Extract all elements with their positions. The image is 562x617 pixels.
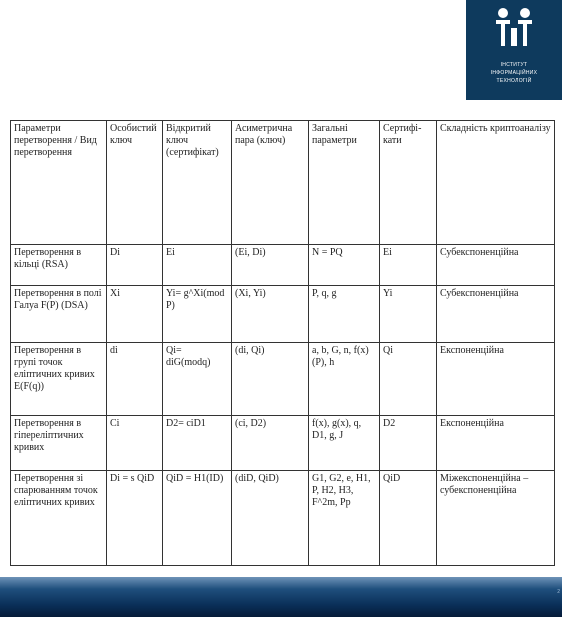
header-cell: Відкритий ключ (сертифікат): [163, 121, 232, 245]
table-cell: Перетворення в групі точок еліптичних кривих E(F(q)): [11, 343, 107, 416]
logo-text-line-1: ІНСТИТУТ: [500, 62, 528, 68]
table-cell: Qi= diG(modq): [163, 343, 232, 416]
header-cell: Загальні параметри: [309, 121, 380, 245]
institute-emblem-icon: [492, 6, 536, 52]
table-cell: di: [107, 343, 163, 416]
crypto-comparison-table: [10, 120, 555, 566]
table-row: [11, 471, 555, 566]
header-cell: Асиметрична пара (ключ): [232, 121, 309, 245]
header-cell: Параметри перетворення / Вид перетворення: [11, 121, 107, 245]
table-cell: D2: [380, 416, 437, 471]
table-cell: Di = s QiD: [107, 471, 163, 566]
table-cell: Перетворення в полі Галуа F(P) (DSA): [11, 286, 107, 343]
table-cell: (diD, QiD): [232, 471, 309, 566]
table-cell: Qi: [380, 343, 437, 416]
table-cell: (ci, D2): [232, 416, 309, 471]
table-cell: Перетворення в кільці (RSA): [11, 245, 107, 286]
table-row: [11, 245, 555, 286]
table-cell: QiD = H1(ID): [163, 471, 232, 566]
table-cell: D2= ciD1: [163, 416, 232, 471]
table-cell: QiD: [380, 471, 437, 566]
header-cell: Особистий ключ: [107, 121, 163, 245]
table-cell: Di: [107, 245, 163, 286]
header-cell: Сертифі-кати: [380, 121, 437, 245]
institute-logo: [466, 0, 562, 100]
table-cell: Xi: [107, 286, 163, 343]
table-cell: Перетворення в гіпереліптичних кривих: [11, 416, 107, 471]
table-cell: Yi= g^Xi(mod P): [163, 286, 232, 343]
table-cell: a, b, G, n, f(x)(P), h: [309, 343, 380, 416]
footer-corner-text: 2: [557, 589, 560, 595]
table-row: [11, 343, 555, 416]
table-cell: P, q, g: [309, 286, 380, 343]
table-cell: f(x), g(x), q, D1, g, J: [309, 416, 380, 471]
table-cell: Ei: [163, 245, 232, 286]
table-cell: (Xi, Yi): [232, 286, 309, 343]
table-header-row: [11, 121, 555, 245]
footer-bar: [0, 577, 562, 617]
table-cell: Експоненційна: [437, 343, 555, 416]
table-cell: Субекспоненційна: [437, 245, 555, 286]
table-cell: Субекспоненційна: [437, 286, 555, 343]
table-cell: Експоненційна: [437, 416, 555, 471]
table-cell: Міжекспоненційна – субекспоненційна: [437, 471, 555, 566]
table-cell: Перетворення зі спарюванням точок еліптичних кривих: [11, 471, 107, 566]
table-cell: N = PQ: [309, 245, 380, 286]
table-cell: Ci: [107, 416, 163, 471]
table-cell: Yi: [380, 286, 437, 343]
logo-text-line-2: ІНФОРМАЦІЙНИХ: [490, 70, 538, 76]
table-cell: (Ei, Di): [232, 245, 309, 286]
table-row: [11, 286, 555, 343]
logo-text-line-3: ТЕХНОЛОГІЙ: [496, 78, 532, 84]
table-cell: G1, G2, e, H1, P, H2, H3, F^2m, Pp: [309, 471, 380, 566]
table-cell: Ei: [380, 245, 437, 286]
table-row: [11, 416, 555, 471]
table-cell: (di, Qi): [232, 343, 309, 416]
header-cell: Складність криптоаналізу: [437, 121, 555, 245]
